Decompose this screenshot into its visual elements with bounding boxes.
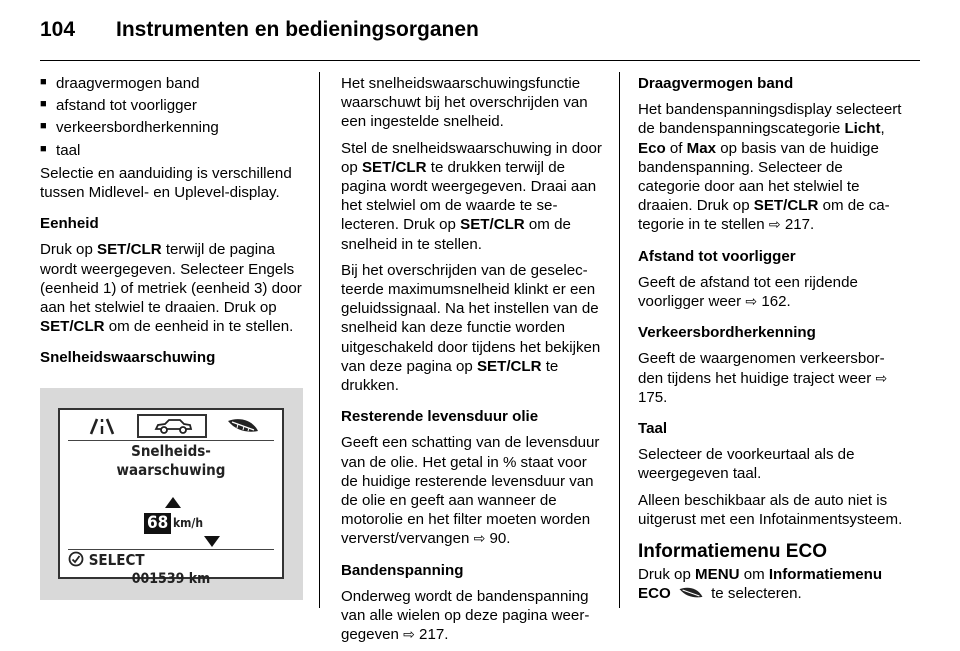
road-icon [82,416,122,436]
page-reference[interactable]: 90. [489,530,511,548]
instrument-screen [58,408,284,587]
select-label [68,549,145,571]
speed-unit: km/h [173,516,204,530]
key-label: SET/CLR [40,318,105,336]
text-run: terwijl de pagina wordt weergegeven. Selecteer Engels (eenheid 1) of metriek (eenheid 3) door aan het stelwiel te draaien. Druk op [40,241,302,317]
text-run: Druk op [40,241,98,259]
text-run: om de eenheid in te stellen. [104,318,294,336]
option-label: Max [686,139,717,157]
page-reference[interactable]: 217. [419,626,449,644]
header-rule [40,60,920,61]
page-title: Instrumenten en bedieningsorganen [116,18,479,41]
traffic-signs-paragraph [638,349,904,407]
text-run: Stel de snelheidswaarschuwing in door op [341,139,602,176]
text-run: , [880,120,885,138]
page-reference[interactable]: 162. [761,293,791,311]
speed-value: 68 [144,513,171,534]
eco-leaf-icon [678,586,704,600]
unit-paragraph [40,240,302,336]
text-run: om de categorie in te stellen [638,197,890,234]
column-3 [638,74,904,610]
section-heading-tyre-load: Draagvermogen band [638,75,794,92]
text-run: te drukken. [341,357,559,395]
check-circle-icon [68,551,84,567]
screen-title [60,442,282,480]
text-run: te selecteren. [706,585,802,603]
speed-warning-exceed [341,261,603,395]
key-label: SET/CLR [460,216,525,234]
bullet-list [40,74,302,160]
cross-reference-arrow-icon: ⇨ [473,530,486,547]
oil-life-paragraph [341,433,603,548]
tyre-load-paragraph [638,100,904,234]
eco-menu-paragraph [638,565,904,603]
tyre-pressure-paragraph [341,587,603,645]
option-label: Licht [844,120,881,138]
following-distance-paragraph [638,273,904,311]
cross-reference-arrow-icon: ⇨ [768,216,781,233]
text-run: Geeft de waargenomen verkeersborden tijdens het huidige traject weer [638,350,885,387]
column-divider [319,72,320,608]
speed-warning-intro: Het snelheidswaarschuwingsfunctie waarschuwt bij het overschrijden van een ingestelde snelheid. [341,75,588,131]
text-run: om de snelheid in te stellen. [341,216,571,253]
text-run: op basis van de huidige bandenspanning. Selecteer de categorie door aan het stelwiel te draaien. Druk op [638,139,879,215]
car-icon [153,418,193,434]
column-1 [40,74,302,375]
screen-title-line: waarschuwing [116,461,226,479]
screen-divider [68,440,274,441]
option-label: Eco [638,139,666,157]
section-heading-oil-life: Resterende levensduur olie [341,408,539,426]
section-heading-following-distance: Afstand tot voorligger [638,247,796,265]
select-text: SELECT [88,551,145,569]
language-paragraph: Selecteer de voorkeurtaal als de weergegeven taal. [638,446,855,483]
section-heading-traffic-signs: Verkeersbordherkenning [638,324,816,342]
display-illustration [40,388,303,600]
text-run: te drukken terwijl de pagina wordt weergegeven. Draai aan het stelwiel om de waarde te selecteren. Druk op [341,158,597,234]
screen-title-line: Snelheids- [131,442,211,460]
intro-paragraph: Selectie en aanduiding is verschillend tussen Midlevel- en Uplevel-display. [40,164,292,202]
text-run: om [739,566,769,584]
column-divider [619,72,620,608]
list-item: ■ verkeersbordherkenning [40,118,302,137]
text-run: Geeft een schatting van de levensduur van de olie. Het getal in % staat voor de huidige resterende levensduur van de olie en geeft aan wanneer de motorolie en het filter moeten worden ververst/vervangen [341,434,600,548]
language-note: Alleen beschikbaar als de auto niet is uitgerust met een Infotainmentsysteem. [638,491,903,528]
eco-leaf-icon [226,417,260,435]
cross-reference-arrow-icon: ⇨ [745,293,758,310]
cross-reference-arrow-icon: ⇨ [403,626,415,643]
text-run: Geeft de afstand tot een rijdende voorligger weer [638,273,858,311]
menu-label: Informatiemenu ECO [638,566,883,603]
text-run: Bij het overschrijden van de geselecteerde maximumsnelheid klinkt er een geluidssignaal. Na het instellen van de snelheid kan deze functie worden uitgeschakeld door tijdens het bekijken van deze pagina op [341,261,601,375]
list-item: ■ draagvermogen band [40,74,302,93]
odometer: 001539 km [131,571,211,587]
section-heading-unit: Eenheid [40,215,99,233]
page-reference[interactable]: 217. [784,216,815,234]
section-heading-eco-menu: Informatiemenu ECO [638,541,827,563]
text-run: Het bandenspanningsdisplay selecteert de bandenspanningscategorie [638,101,902,138]
list-item: ■ afstand tot voorligger [40,96,302,115]
arrow-up-icon [164,496,182,509]
column-2 [341,74,603,651]
list-item: ■ taal [40,141,302,160]
section-heading-speed-warning: Snelheidswaarschuwing [40,349,216,367]
page-header [40,18,479,42]
key-label: MENU [695,566,740,584]
key-label: SET/CLR [476,357,542,375]
speed-warning-setup [341,139,603,254]
key-label: SET/CLR [97,241,162,259]
text-run: Druk op [638,566,696,584]
page-number: 104 [40,18,76,41]
text-run: Onderweg wordt de bandenspanning van alle wielen op deze pagina weergegeven [341,587,590,644]
arrow-down-icon [203,535,221,548]
section-heading-tyre-pressure: Bandenspanning [341,561,464,579]
section-heading-language: Taal [638,420,668,438]
text-run: of [665,139,687,157]
key-label: SET/CLR [753,197,819,215]
cross-reference-arrow-icon: ⇨ [875,369,888,386]
page-reference[interactable]: 175. [638,388,668,406]
key-label: SET/CLR [361,158,427,176]
